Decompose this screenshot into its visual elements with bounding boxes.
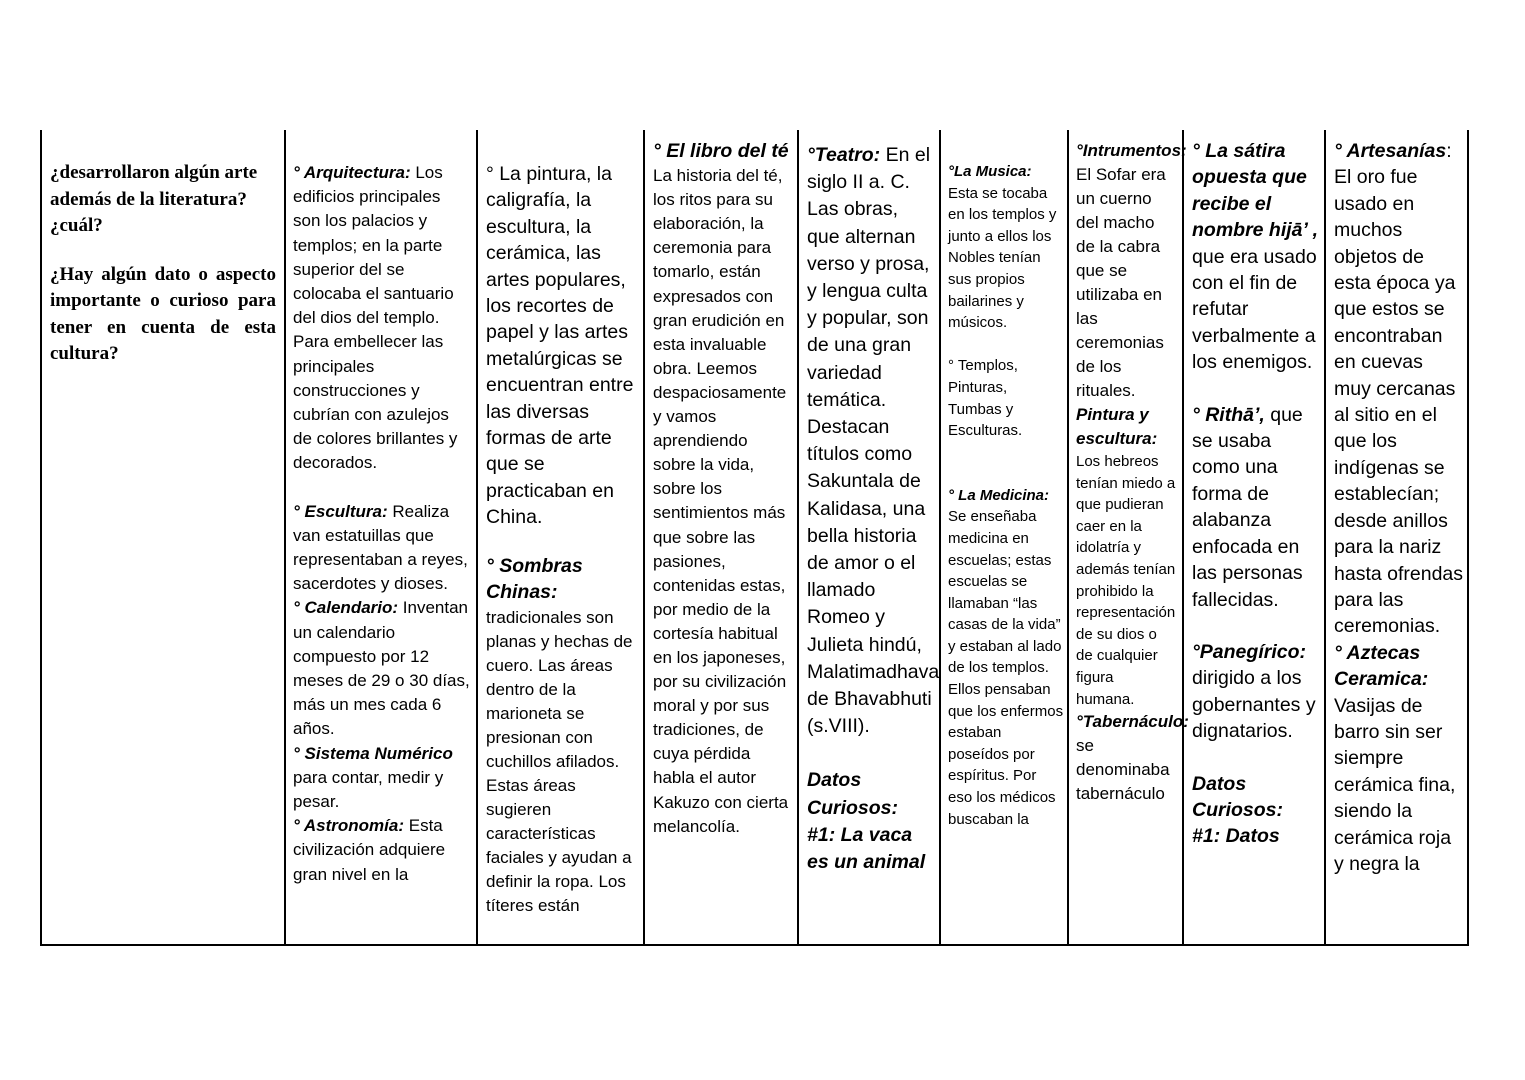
questions-cell bbox=[50, 130, 276, 944]
painting-sculpture-text: Los hebreos tenían miedo a que pudieran caer en la idolatría y además tenían prohibido la representación de su dios o de cualquier figura humana. bbox=[1076, 453, 1176, 708]
curious-fact-1: #1: La vaca es un animal bbox=[807, 823, 926, 874]
question-other-arts: ¿desarrollaron algún arte además de la literatura? ¿cuál? bbox=[50, 162, 258, 236]
question-curious-facts: ¿Hay algún dato o aspecto importante o curioso para tener en cuenta de esta cultura? bbox=[50, 263, 276, 364]
temples-entry: ° Templos, Pinturas, Tumbas y Esculturas. bbox=[948, 357, 1023, 440]
culture-arts-cell-1 bbox=[293, 130, 471, 944]
column-divider bbox=[476, 130, 478, 946]
curious-facts-heading: Datos Curiosos: bbox=[807, 769, 899, 819]
culture-arts-cell-3 bbox=[653, 130, 793, 944]
curious-fact-1: #1: Datos bbox=[1192, 825, 1280, 848]
panegyric-entry: °Panegírico: dirigido a los gobernantes y dignatarios. bbox=[1192, 640, 1316, 743]
column-divider bbox=[1182, 130, 1184, 946]
satire-entry: ° La sátira opuesta que recibe el nombre hijā’ , que era usado con el fin de refutar verbalmente a los enemigos. bbox=[1192, 140, 1319, 374]
table-border-right bbox=[1467, 130, 1469, 946]
culture-comparison-table bbox=[40, 130, 1469, 946]
calendar-entry: ° Calendario: Inventan un calendario compuesto por 12 meses de 29 o 30 días, más un mes cada 6 años. bbox=[293, 598, 470, 739]
medicine-entry: ° La Medicina: Se enseñaba medicina en escuelas; estas escuelas se llamaban “las casas de la vida” y estaban al lado de los templos. Ellos pensaban que los enfermos estaban poseídos por espíritus. Por eso los médicos buscaban la bbox=[948, 486, 1064, 828]
crafts-entry: ° Artesanías: El oro fue usado en muchos objetos de esta época ya que estos se encontraban en cuevas muy cercanas al sitio en el que los indígenas se establecían; desde anillos para la nariz hasta ofrendas para las ceremonias. bbox=[1334, 140, 1464, 638]
culture-arts-cell-7 bbox=[1192, 130, 1320, 944]
table-border-left bbox=[40, 130, 42, 946]
architecture-entry: ° Arquitectura: Los edificios principales son los palacios y templos; en la parte superior del se colocaba el santuario del dios del templo. Para embellecer las principales construcciones y cubrían con azulejos de colores brillantes y decorados. bbox=[293, 163, 458, 473]
culture-arts-cell-4 bbox=[807, 130, 940, 944]
column-divider bbox=[643, 130, 645, 946]
tabernacle-entry: °Tabernáculo: se denominaba tabernáculo bbox=[1076, 712, 1189, 804]
culture-arts-cell-5 bbox=[948, 130, 1064, 944]
column-divider bbox=[797, 130, 799, 946]
book-of-tea-entry: ° El libro del té La historia del té, los ritos para su elaboración, la ceremonia para tomarlo, están expresados con gran erudición en esta invaluable obra. Leemos despaciosamente y vamos aprendiendo sobre la vida, sobre los sentimientos más que sobre las pasiones, contenidas estas, por medio de la cortesía habitual en los japoneses, por su civilización moral y por sus tradiciones, de cuya pérdida habla el autor Kakuzo con cierta melancolía. bbox=[653, 140, 789, 836]
number-system-entry: ° Sistema Numérico para contar, medir y pesar. bbox=[293, 743, 453, 812]
shadow-puppets-text: tradicionales son planas y hechas de cuero. Las áreas dentro de la marioneta se presionan con cuchillos afilados. Estas áreas sugieren características faciales y ayudan a definir la ropa. Los títeres están bbox=[486, 607, 633, 915]
culture-arts-cell-6 bbox=[1076, 130, 1189, 944]
ritha-entry: ° Rithā’, que se usaba como una forma de alabanza enfocada en las personas fallecidas. bbox=[1192, 403, 1303, 611]
column-divider bbox=[284, 130, 286, 946]
painting-sculpture-heading: Pintura y escultura: bbox=[1076, 405, 1158, 448]
aztec-ceramics-entry: ° Aztecas Ceramica: Vasijas de barro sin ser siempre cerámica fina, siendo la cerámica roja y negra la bbox=[1334, 641, 1456, 875]
column-divider bbox=[1067, 130, 1069, 946]
astronomy-entry: ° Astronomía: Esta civilización adquiere gran nivel en la bbox=[293, 816, 446, 884]
chinese-arts-paragraph: ° La pintura, la caligrafía, la escultura, la cerámica, las artes populares, los recortes de papel y las artes metalúrgicas se encuentran entre las diversas formas de arte que se practicaban en China. bbox=[486, 163, 634, 529]
instruments-entry: °Intrumentos: El Sofar era un cuerno del macho de la cabra que se utilizaba en las ceremonias de los rituales. bbox=[1076, 141, 1187, 400]
column-divider bbox=[1324, 130, 1326, 946]
theatre-entry: °Teatro: En el siglo II a. C. Las obras, que alternan verso y prosa, y lengua culta y popular, son de una gran variedad temática. Destacan títulos como Sakuntala de Kalidasa, una bella historia de amor o el llamado Romeo y Julieta hindú, Malatimadhava de Bhavabhuti (s.VIII). bbox=[807, 144, 940, 738]
culture-arts-cell-8 bbox=[1334, 130, 1464, 944]
shadow-puppets-heading: ° Sombras Chinas: bbox=[486, 554, 583, 604]
music-entry: °La Musica: Esta se tocaba en los templos y junto a ellos los Nobles tenían sus propios bailarines y músicos. bbox=[948, 163, 1057, 332]
column-divider bbox=[939, 130, 941, 946]
curious-facts-heading: Datos Curiosos: bbox=[1192, 772, 1284, 821]
sculpture-entry: ° Escultura: Realiza van estatuillas que representaban a reyes, sacerdotes y dioses. bbox=[293, 501, 468, 594]
culture-arts-cell-2 bbox=[486, 130, 638, 944]
